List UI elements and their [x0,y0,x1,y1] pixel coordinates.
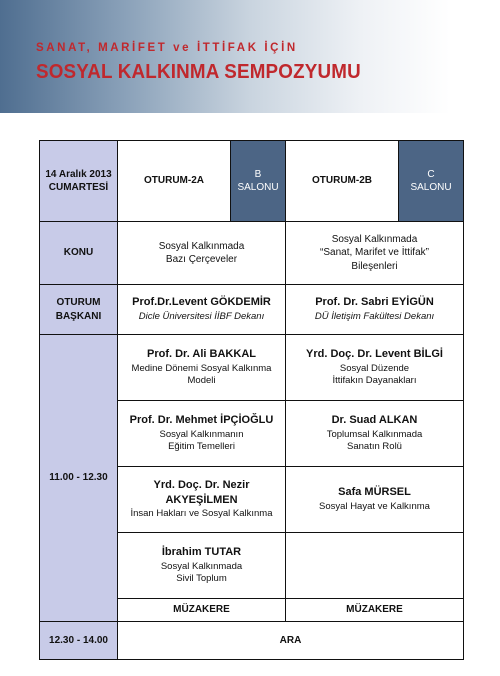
header-banner [0,0,500,113]
symposium-title: SOSYAL KALKINMA SEMPOZYUMU [36,61,361,83]
chair-name: Prof. Dr. Sabri EYİGÜN [315,296,434,309]
session-date: 14 Aralık 2013 CUMARTESİ [40,141,118,222]
talk-cell [118,401,286,467]
chair-label: OTURUM BAŞKANI [40,285,118,335]
talk-row [40,335,464,401]
talk-title: Toplumsal Kalkınmada Sanatın Rolü [326,428,423,453]
talk-cell [118,335,286,401]
time-slot-label: 11.00 - 12.30 [40,335,118,622]
chair-affiliation: Dicle Üniversitesi İİBF Dekanı [138,311,265,323]
speaker-name: Safa MÜRSEL [338,486,411,499]
speaker-name: Yrd. Doç. Dr. Nezir AKYEŞİLMEN [153,478,250,506]
session-2a-topic: Sosyal Kalkınmada Bazı Çerçeveler [118,222,286,285]
topic-label: KONU [40,222,118,285]
speaker-name: Yrd. Doç. Dr. Levent BİLGİ [306,347,443,360]
chair-row [40,285,464,335]
talk-cell [118,533,286,599]
speaker-name: İbrahim TUTAR [161,545,242,558]
session-2b-discussion: MÜZAKERE [286,599,464,622]
session-2b-chair [286,285,464,335]
session-2a-name: OTURUM-2A [118,141,231,222]
talk-cell [118,467,286,533]
break-row [40,622,464,660]
speaker-name: Prof. Dr. Ali BAKKAL [147,347,256,360]
speaker-name: Prof. Dr. Mehmet İPÇİOĞLU [129,413,274,426]
talk-cell [286,401,464,467]
session-2a-salon: B SALONU [231,141,286,222]
symposium-subtitle: SANAT, MARİFET ve İTTİFAK İÇİN [36,42,298,54]
talk-title: Medine Dönemi Sosyal Kalkınma Modeli [131,362,272,387]
talk-title: Sosyal Kalkınmada Sivil Toplum [160,560,243,585]
session-2b-topic: Sosyal Kalkınmada “Sanat, Marifet ve İttifak” Bileşenleri [286,222,464,285]
talk-cell [286,467,464,533]
break-time-label: 12.30 - 14.00 [40,622,118,660]
break-label: ARA [118,622,464,660]
talk-title: Sosyal Kalkınmanın Eğitim Temelleri [159,428,244,453]
speaker-name: Dr. Suad ALKAN [331,413,418,426]
talk-cell [286,335,464,401]
session-2a-chair [118,285,286,335]
talk-title: Sosyal Düzende İttifakın Dayanakları [332,362,417,387]
session-2b-salon: C SALONU [399,141,464,222]
chair-name: Prof.Dr.Levent GÖKDEMİR [132,296,271,309]
empty-talk-cell [286,533,464,599]
talk-title: Sosyal Hayat ve Kalkınma [319,501,430,513]
talk-title: İnsan Hakları ve Sosyal Kalkınma [130,508,273,520]
chair-affiliation: DÜ İletişim Fakültesi Dekanı [314,311,435,323]
topic-row [40,222,464,285]
session-header-row [40,141,464,222]
session-schedule-table [39,140,464,660]
session-2a-discussion: MÜZAKERE [118,599,286,622]
session-2b-name: OTURUM-2B [286,141,399,222]
